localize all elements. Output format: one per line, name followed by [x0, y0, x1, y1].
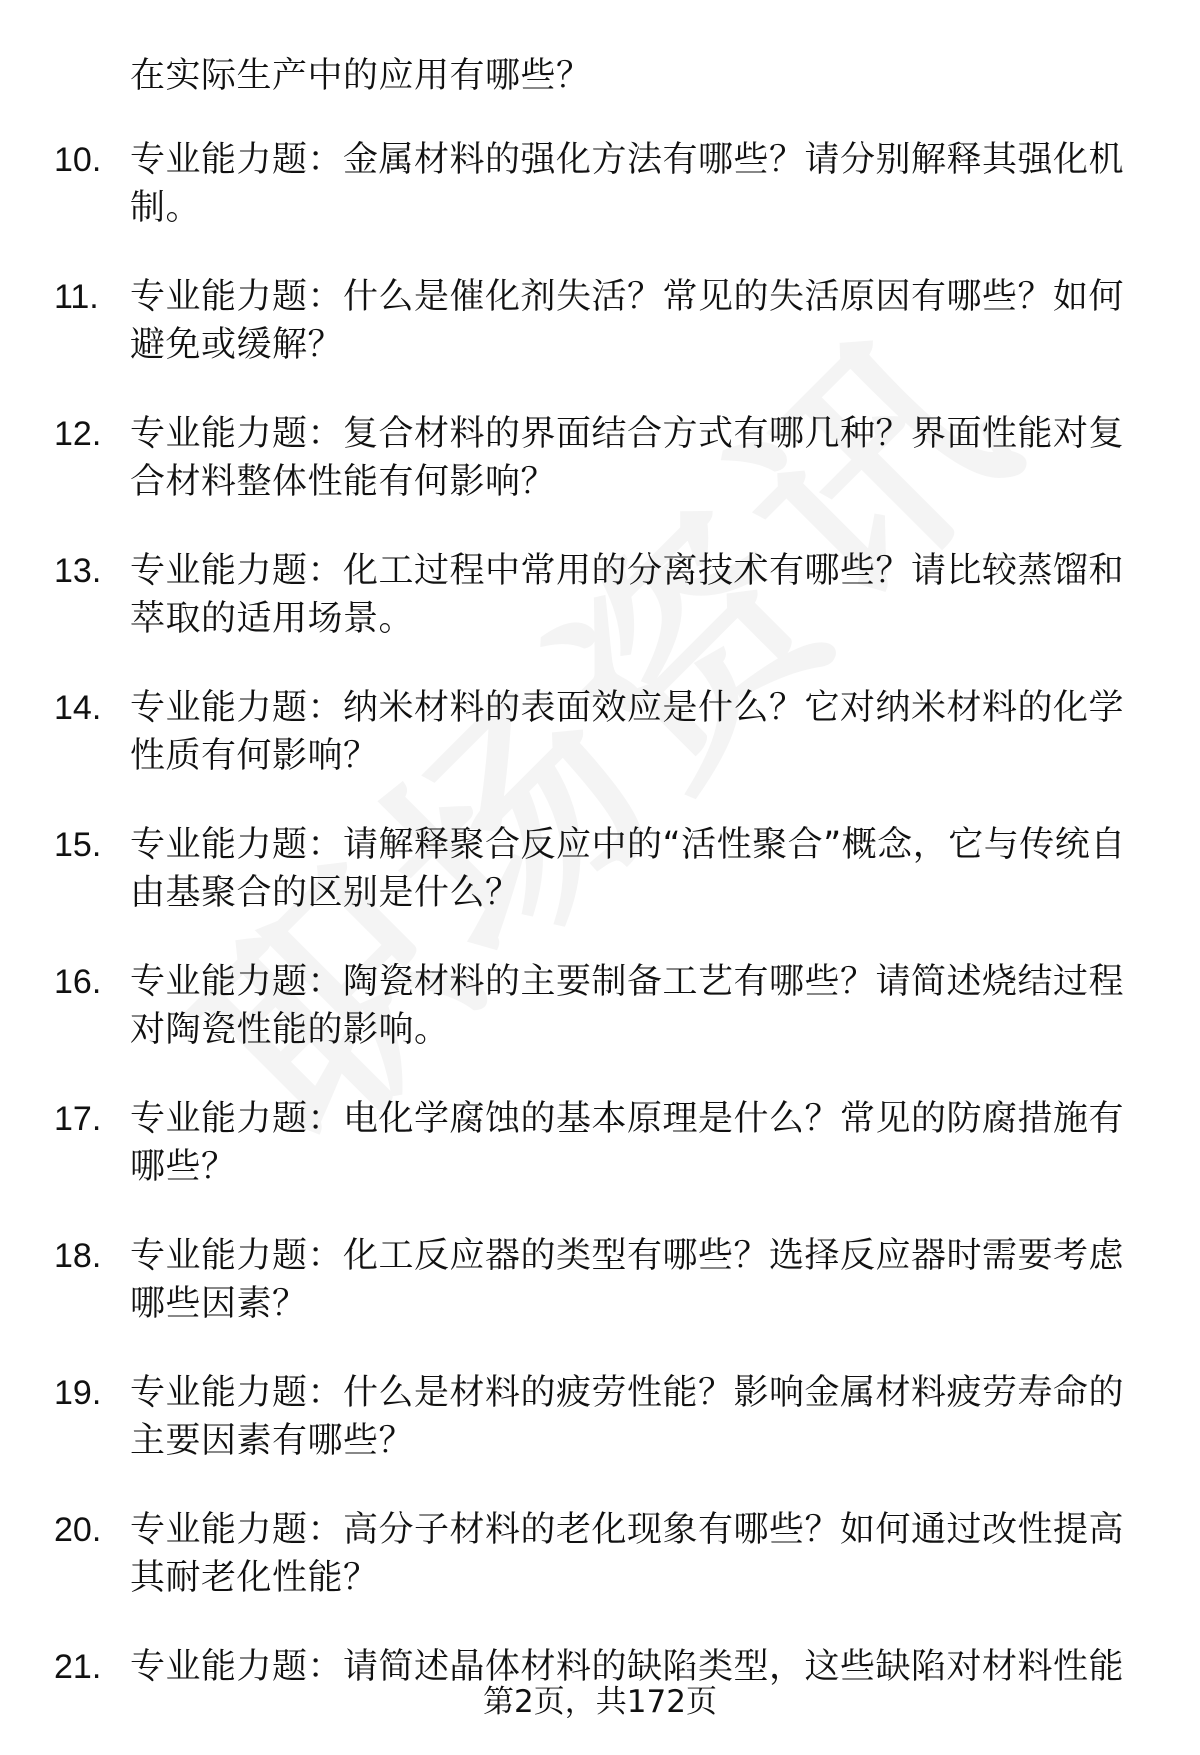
question-text: 专业能力题：什么是催化剂失活？常见的失活原因有哪些？如何避免或缓解？: [130, 277, 1125, 365]
question-number: 11.: [54, 278, 99, 316]
continuation-text: 在实际生产中的应用有哪些？: [130, 56, 592, 96]
question-number: 14.: [54, 689, 102, 727]
question-text: 专业能力题：纳米材料的表面效应是什么？它对纳米材料的化学性质有何影响？: [130, 688, 1125, 776]
question-item: [54, 273, 1149, 369]
question-text: 专业能力题：复合材料的界面结合方式有哪几种？界面性能对复合材料整体性能有何影响？: [130, 414, 1125, 502]
question-item: [54, 410, 1149, 506]
question-number: 17.: [54, 1100, 102, 1138]
question-number: 18.: [54, 1237, 102, 1275]
question-item: [54, 1095, 1149, 1191]
question-item: [54, 1232, 1149, 1328]
question-text: 专业能力题：请简述晶体材料的缺陷类型，这些缺陷对材料性能: [130, 1647, 1125, 1687]
question-item: [54, 1369, 1149, 1465]
question-number: 15.: [54, 826, 102, 864]
question-text: 专业能力题：请解释聚合反应中的“活性聚合”概念，它与传统自由基聚合的区别是什么？: [130, 825, 1126, 913]
question-text: 专业能力题：化工过程中常用的分离技术有哪些？请比较蒸馏和萃取的适用场景。: [130, 551, 1125, 639]
question-item: [54, 1506, 1149, 1602]
question-text: 专业能力题：金属材料的强化方法有哪些？请分别解释其强化机制。: [130, 140, 1125, 228]
question-item: [54, 136, 1149, 232]
question-text: 专业能力题：化工反应器的类型有哪些？选择反应器时需要考虑哪些因素？: [130, 1236, 1125, 1324]
question-text: 专业能力题：电化学腐蚀的基本原理是什么？常见的防腐措施有哪些？: [130, 1099, 1125, 1187]
question-number: 10.: [54, 141, 102, 179]
question-number: 19.: [54, 1374, 102, 1412]
question-number: 20.: [54, 1511, 102, 1549]
question-content: [54, 52, 1149, 1732]
question-number: 12.: [54, 415, 102, 453]
question-text: 专业能力题：什么是材料的疲劳性能？影响金属材料疲劳寿命的主要因素有哪些？: [130, 1373, 1125, 1461]
question-number: 13.: [54, 552, 102, 590]
question-list: [54, 136, 1149, 1691]
question-text: 专业能力题：陶瓷材料的主要制备工艺有哪些？请简述烧结过程对陶瓷性能的影响。: [130, 962, 1125, 1050]
question-item: [54, 547, 1149, 643]
page-footer: 第2页，共172页: [483, 1684, 717, 1720]
question-item: [54, 821, 1149, 917]
question-item: [54, 684, 1149, 780]
question-number: 21.: [54, 1648, 102, 1686]
question-item: [54, 958, 1149, 1054]
question-number: 16.: [54, 963, 102, 1001]
question-text: 专业能力题：高分子材料的老化现象有哪些？如何通过改性提高其耐老化性能？: [130, 1510, 1125, 1598]
